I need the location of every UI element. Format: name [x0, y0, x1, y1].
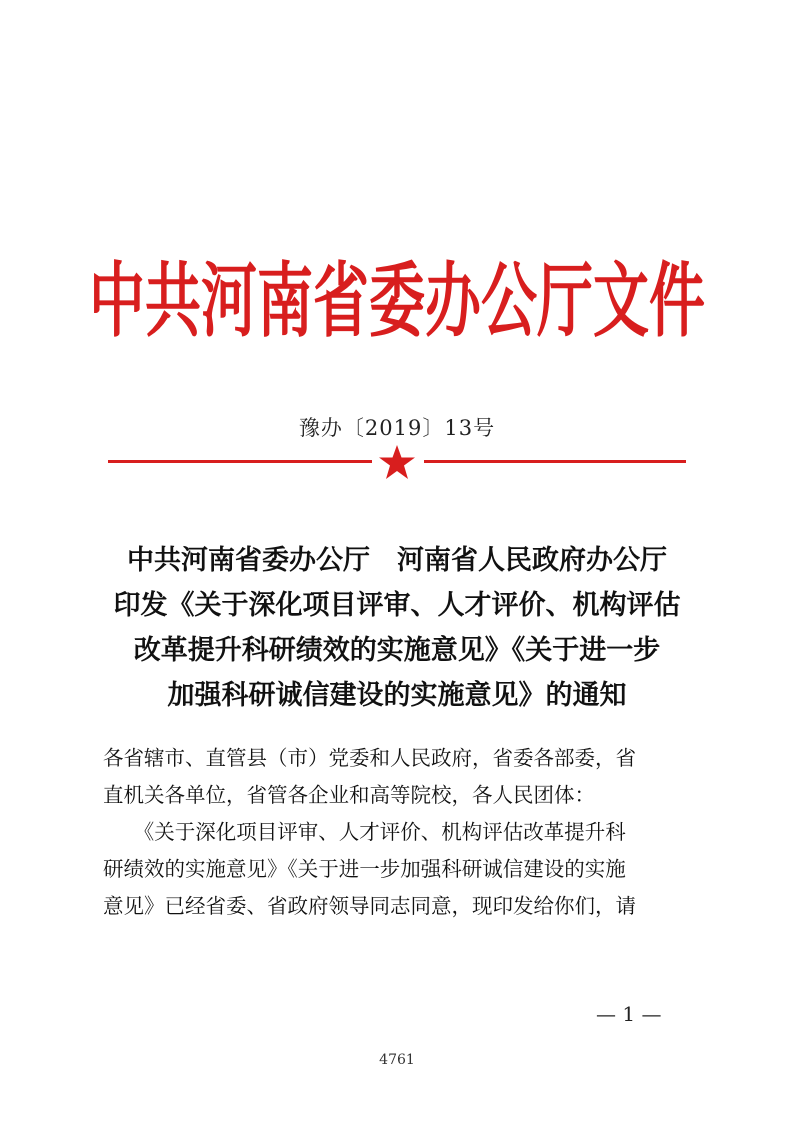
body-line: 各省辖市、直管县（市）党委和人民政府，省委各部委，省 [103, 746, 636, 770]
star-icon [378, 444, 416, 480]
document-masthead: 中共河南省委办公厅文件 [89, 253, 705, 350]
page-number: — 1 — [596, 1002, 662, 1026]
notice-body [103, 740, 693, 925]
title-line: 中共河南省委办公厅 河南省人民政府办公厅 [127, 545, 667, 576]
document-number: 豫办〔2019〕13号 [298, 416, 496, 440]
body-line: 直机关各单位，省管各企业和高等院校，各人民团体： [103, 783, 595, 807]
title-line: 改革提升科研绩效的实施意见》《关于进一步 [133, 635, 661, 666]
title-line: 加强科研诚信建设的实施意见》的通知 [167, 680, 627, 711]
red-divider-left [108, 460, 372, 463]
body-line: 《关于深化项目评审、人才评价、机构评估改革提升科 [103, 820, 626, 844]
body-line: 意见》已经省委、省政府领导同志同意，现印发给你们，请 [103, 894, 636, 918]
body-line: 研绩效的实施意见》《关于进一步加强科研诚信建设的实施 [103, 857, 626, 881]
red-divider-right [424, 460, 686, 463]
stamp-number: 4761 [379, 1052, 415, 1068]
notice-title [92, 538, 702, 718]
title-line: 印发《关于深化项目评审、人才评价、机构评估 [113, 590, 681, 621]
